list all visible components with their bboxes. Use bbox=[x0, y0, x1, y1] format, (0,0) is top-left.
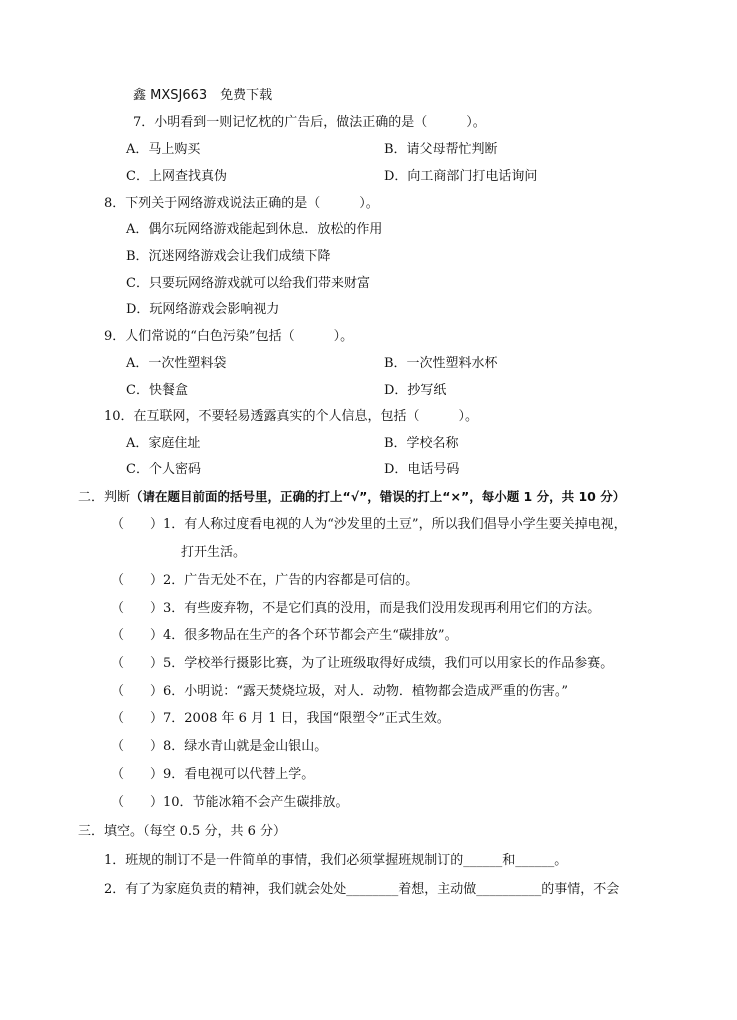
question-8-stem: 8．下列关于网络游戏说法正确的是（ ）。 bbox=[104, 196, 379, 211]
judgment-item-3: （ ）3．有些废弃物，不是它们真的没用，而是我们没用发现再利用它们的方法。 bbox=[111, 601, 601, 616]
judgment-item-2: （ ）2．广告无处不在，广告的内容都是可信的。 bbox=[111, 573, 419, 588]
question-10-option-d: D．电话号码 bbox=[384, 462, 460, 477]
question-9-option-b: B．一次性塑料水杯 bbox=[384, 356, 498, 371]
judgment-item-9: （ ）9．看电视可以代替上学。 bbox=[111, 767, 315, 782]
question-7-option-b: B．请父母帮忙判断 bbox=[384, 142, 498, 157]
question-7-option-a: A．马上购买 bbox=[126, 142, 201, 157]
question-8-option-a: A．偶尔玩网络游戏能起到休息．放松的作用 bbox=[126, 222, 383, 237]
question-8-option-d: D．玩网络游戏会影响视力 bbox=[126, 302, 280, 317]
fill-item-2: 2．有了为家庭负责的精神，我们就会处处________着想，主动做__________的事情，不会 bbox=[104, 882, 620, 897]
question-10-stem: 10．在互联网，不要轻易透露真实的个人信息，包括（ ）。 bbox=[104, 409, 479, 424]
section-3-title-prefix: 三．填空。 bbox=[78, 824, 144, 839]
question-7-option-c: C．上网查找真伪 bbox=[126, 169, 227, 184]
section-2-title-prefix: 二．判断 bbox=[78, 490, 131, 505]
judgment-item-1: （ ）1．有人称过度看电视的人为“沙发里的土豆”，所以我们倡导小学生要关掉电视， bbox=[111, 517, 627, 532]
question-10-option-a: A．家庭住址 bbox=[126, 436, 201, 451]
question-9-option-c: C．快餐盒 bbox=[126, 383, 188, 398]
section-3-title bbox=[78, 824, 286, 840]
question-9-option-d: D．抄写纸 bbox=[384, 383, 447, 398]
section-2-title bbox=[78, 489, 625, 506]
question-7-option-d: D．向工商部门打电话询问 bbox=[384, 169, 538, 184]
judgment-item-6: （ ）6．小明说：“露天焚烧垃圾，对人．动物．植物都会造成严重的伤害。” bbox=[111, 684, 569, 699]
question-8-option-c: C．只要玩网络游戏就可以给我们带来财富 bbox=[126, 276, 370, 291]
judgment-item-7: （ ）7．2008 年 6 月 1 日，我国“限塑令”正式生效。 bbox=[111, 711, 450, 726]
judgment-item-4: （ ）4．很多物品在生产的各个环节都会产生“碳排放”。 bbox=[111, 628, 458, 643]
section-3-title-scoring: （每空 0.5 分，共 6 分） bbox=[143, 824, 286, 839]
question-9-stem: 9．人们常说的“白色污染”包括（ ）。 bbox=[104, 329, 354, 344]
judgment-item-10: （ ）10．节能冰箱不会产生碳排放。 bbox=[111, 795, 349, 810]
question-7-stem: 7．小明看到一则记忆枕的广告后，做法正确的是（ ）。 bbox=[133, 115, 486, 130]
judgment-item-5: （ ）5．学校举行摄影比赛，为了让班级取得好成绩，我们可以用家长的作品参赛。 bbox=[111, 656, 614, 671]
section-2-title-instructions: （请在题目前面的括号里，正确的打上“√”，错误的打上“×”，每小题 1 分，共 10 分） bbox=[130, 489, 626, 504]
question-8-option-b: B．沉迷网络游戏会让我们成绩下降 bbox=[126, 249, 331, 264]
question-10-option-b: B．学校名称 bbox=[384, 436, 459, 451]
judgment-item-8: （ ）8．绿水青山就是金山银山。 bbox=[111, 739, 328, 754]
question-10-option-c: C．个人密码 bbox=[126, 462, 201, 477]
judgment-item-1-continuation: 打开生活。 bbox=[181, 545, 247, 560]
page-header: 鑫 MXSJ663 免费下载 bbox=[133, 88, 273, 103]
fill-item-1: 1．班规的制订不是一件简单的事情，我们必须掌握班规制订的______和______。 bbox=[104, 853, 568, 868]
question-9-option-a: A．一次性塑料袋 bbox=[126, 356, 227, 371]
